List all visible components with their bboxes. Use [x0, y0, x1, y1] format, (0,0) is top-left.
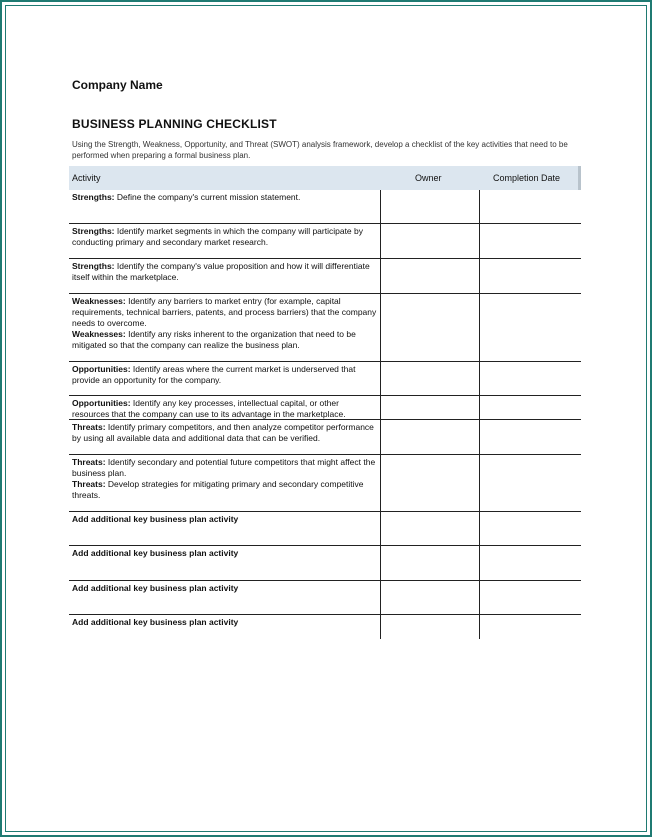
activity-cell	[72, 617, 378, 628]
activity-text: Identify any key processes, intellectual capital, or other resources that the company can use to its advantage in the marketplace.	[72, 398, 346, 419]
company-name: Company Name	[72, 78, 163, 92]
activity-cell	[72, 422, 378, 444]
table-row	[69, 294, 581, 362]
completion-date-cell[interactable]	[479, 581, 581, 614]
activity-label: Weaknesses:	[72, 296, 126, 306]
completion-date-cell[interactable]	[479, 546, 581, 580]
owner-cell[interactable]	[380, 420, 478, 454]
activity-cell	[72, 583, 378, 594]
owner-cell[interactable]	[380, 224, 478, 258]
activity-label: Opportunities:	[72, 398, 131, 408]
activity-label: Threats:	[72, 457, 106, 467]
activity-cell	[72, 364, 378, 386]
activity-label-2: Weaknesses:	[72, 329, 126, 339]
owner-cell[interactable]	[380, 512, 478, 545]
activity-text: Identify primary competitors, and then analyze competitor performance by using all available data and additional data that can be verified.	[72, 422, 374, 443]
owner-cell[interactable]	[380, 581, 478, 614]
table-row	[69, 259, 581, 294]
owner-cell[interactable]	[380, 546, 478, 580]
intro-text: Using the Strength, Weakness, Opportunity, and Threat (SWOT) analysis framework, develop a checklist of the key activities that need to be performed when preparing a formal business plan.	[72, 140, 568, 160]
activity-cell	[72, 514, 378, 525]
activity-label: Strengths:	[72, 261, 115, 271]
activity-cell	[72, 296, 378, 351]
completion-date-cell[interactable]	[479, 224, 581, 258]
activity-label: Add additional key business plan activity	[72, 583, 239, 593]
owner-cell[interactable]	[380, 396, 478, 419]
header-owner: Owner	[415, 173, 442, 183]
completion-date-cell[interactable]	[479, 259, 581, 293]
activity-text: Identify secondary and potential future competitors that might affect the business plan.	[72, 457, 376, 478]
owner-cell[interactable]	[380, 455, 478, 511]
column-divider-date	[479, 190, 480, 639]
activity-text: Identify areas where the current market is underserved that provide an opportunity for the company.	[72, 364, 356, 385]
activity-text-2: Identify any risks inherent to the organization that need to be mitigated so that the company can realize the business plan.	[72, 329, 356, 350]
owner-cell[interactable]	[380, 362, 478, 395]
owner-cell[interactable]	[380, 259, 478, 293]
header-activity: Activity	[72, 173, 101, 183]
activity-cell	[72, 261, 378, 283]
column-divider-owner	[380, 190, 381, 639]
completion-date-cell[interactable]	[479, 362, 581, 395]
completion-date-cell[interactable]	[479, 294, 581, 361]
owner-cell[interactable]	[380, 190, 478, 223]
table-row	[69, 615, 581, 649]
checklist-table	[69, 166, 581, 649]
table-row	[69, 362, 581, 396]
owner-cell[interactable]	[380, 294, 478, 361]
completion-date-cell[interactable]	[479, 455, 581, 511]
table-row	[69, 224, 581, 259]
activity-label: Opportunities:	[72, 364, 131, 374]
activity-cell	[72, 548, 378, 559]
activity-cell	[72, 226, 378, 248]
activity-label: Add additional key business plan activity	[72, 514, 239, 524]
header-completion-date: Completion Date	[493, 173, 561, 183]
completion-date-cell[interactable]	[479, 512, 581, 545]
table-row	[69, 455, 581, 512]
table-row	[69, 396, 581, 420]
activity-text: Define the company's current mission statement.	[114, 192, 301, 202]
activity-cell	[72, 398, 378, 420]
table-header	[69, 166, 581, 190]
activity-label: Add additional key business plan activity	[72, 548, 239, 558]
activity-text-2: Develop strategies for mitigating primary and secondary competitive threats.	[72, 479, 364, 500]
table-body	[69, 190, 581, 649]
owner-cell[interactable]	[380, 615, 478, 649]
completion-date-cell[interactable]	[479, 190, 581, 223]
activity-label: Strengths:	[72, 226, 115, 236]
table-row	[69, 546, 581, 581]
completion-date-cell[interactable]	[479, 420, 581, 454]
table-row	[69, 512, 581, 546]
table-row	[69, 420, 581, 455]
activity-label-2: Threats:	[72, 479, 106, 489]
activity-label: Threats:	[72, 422, 106, 432]
activity-text: Identify the company's value proposition and how it will differentiate itself within the marketplace.	[72, 261, 370, 282]
completion-date-cell[interactable]	[479, 396, 581, 419]
activity-cell	[72, 457, 378, 501]
activity-text: Identify market segments in which the company will participate by conducting primary and secondary market research.	[72, 226, 364, 247]
activity-label: Add additional key business plan activity	[72, 617, 239, 627]
activity-label: Strengths:	[72, 192, 115, 202]
activity-cell	[72, 192, 378, 203]
completion-date-cell[interactable]	[479, 615, 581, 649]
page-title: BUSINESS PLANNING CHECKLIST	[72, 117, 277, 131]
table-row	[69, 190, 581, 224]
activity-text: Identify any barriers to market entry (for example, capital requirements, technical barriers, patents, and process barriers) that the company needs to overcome.	[72, 296, 377, 328]
table-row	[69, 581, 581, 615]
